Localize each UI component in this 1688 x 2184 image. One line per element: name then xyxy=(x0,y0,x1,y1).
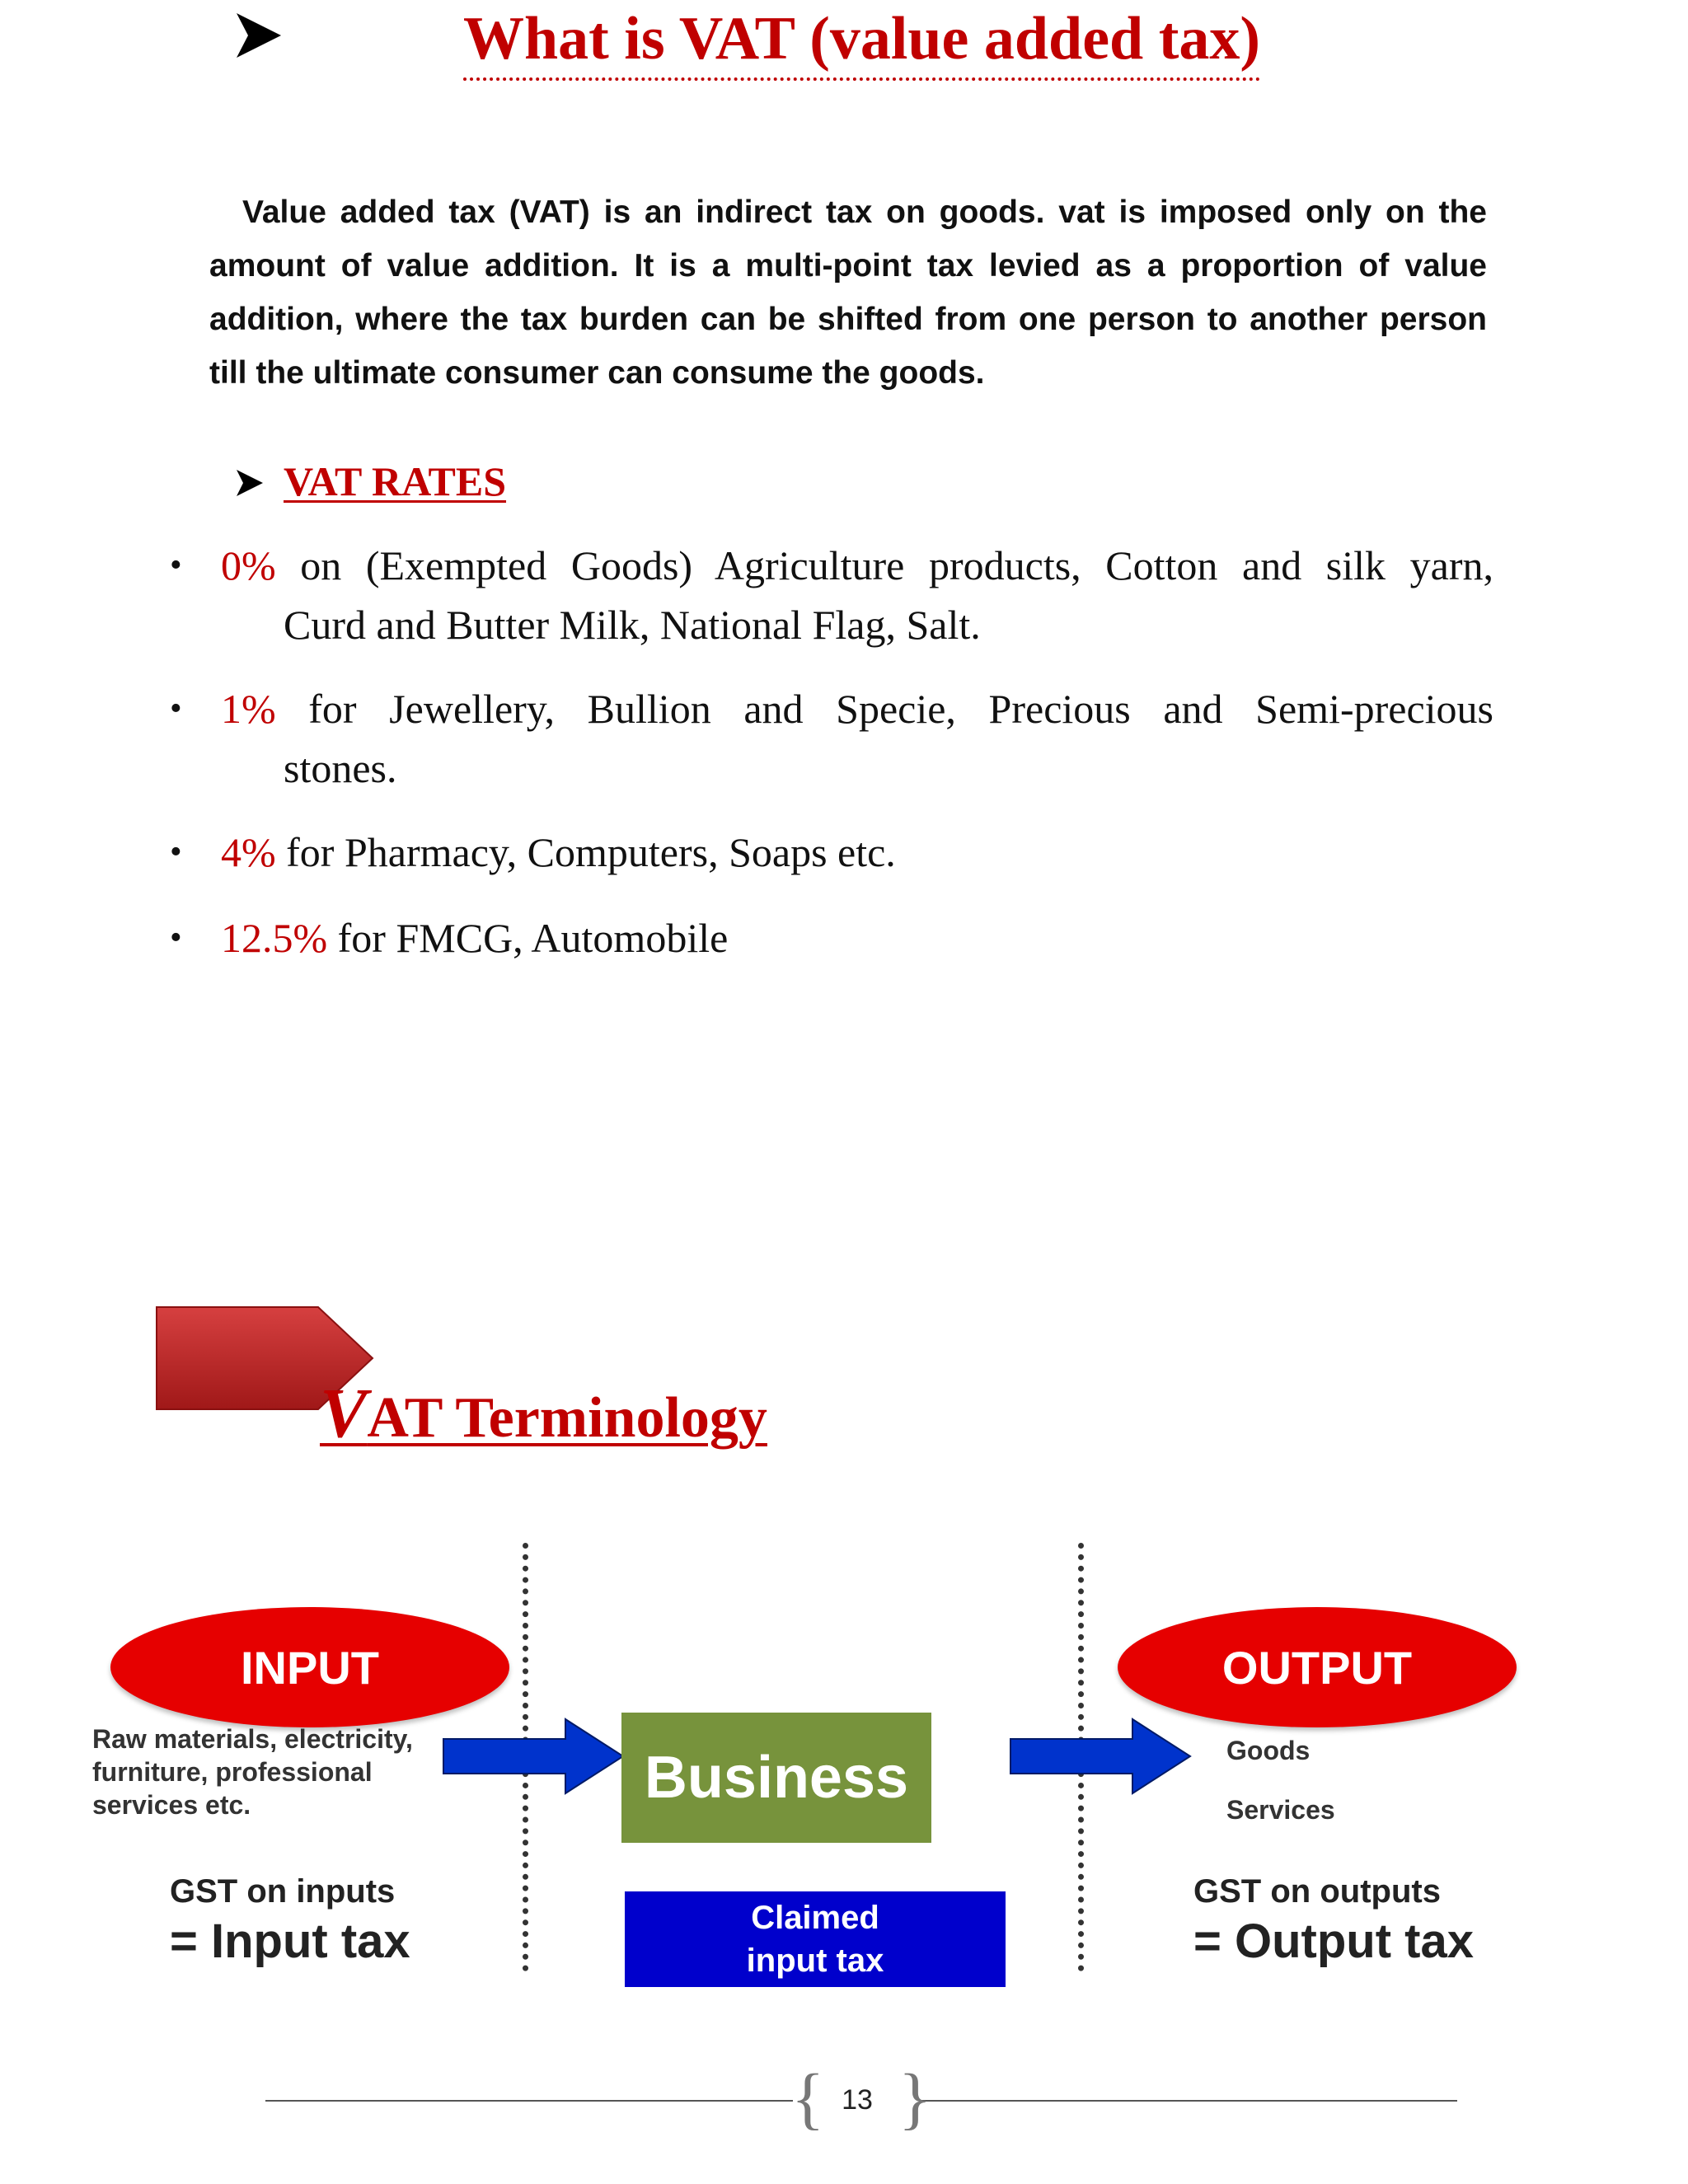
output-flow-arrow-icon xyxy=(1009,1718,1192,1795)
rate-line xyxy=(221,823,1493,882)
input-desc-line: furniture, professional xyxy=(92,1757,373,1787)
gst-on-outputs-label: GST on outputs xyxy=(1193,1873,1441,1910)
gst-on-inputs-label: GST on inputs xyxy=(170,1873,396,1910)
claimed-input-tax-box xyxy=(625,1891,1006,1987)
rate-description: for Pharmacy, Computers, Soaps etc. xyxy=(275,829,896,875)
rate-line xyxy=(221,536,1493,595)
rate-percent: 4% xyxy=(221,829,276,875)
rates-bullet-arrow-icon xyxy=(235,468,265,498)
footer-rule-right xyxy=(921,2100,1457,2102)
output-services-label: Services xyxy=(1226,1795,1335,1825)
rate-description: for FMCG, Automobile xyxy=(327,915,729,961)
input-flow-arrow-icon xyxy=(442,1718,625,1795)
input-ellipse: INPUT xyxy=(110,1607,509,1727)
footer-rule-left xyxy=(265,2100,793,2102)
output-tax-label: = Output tax xyxy=(1193,1915,1474,1968)
business-box: Business xyxy=(621,1713,931,1843)
vat-flow-diagram xyxy=(82,1525,1558,2011)
bullet-icon: • xyxy=(170,690,182,728)
bullet-icon: • xyxy=(170,919,182,957)
intro-paragraph: Value added tax (VAT) is an indirect tax on goods. vat is imposed only on the amount of value addition. It is a multi-point tax levied as a proportion of value addition, where the tax burden can be shifted from one person to another person till the ultimate consumer can consume the goods. xyxy=(209,194,1487,391)
input-description xyxy=(92,1722,413,1821)
input-desc-line: Raw materials, electricity, xyxy=(92,1724,413,1754)
bullet-icon: • xyxy=(170,833,182,871)
heading-rest: AT Terminology xyxy=(367,1386,767,1450)
rate-percent: 1% xyxy=(221,686,276,732)
left-brace-icon: { xyxy=(791,2060,825,2137)
rate-description: on (Exempted Goods) Agriculture products, Cotton and silk yarn, xyxy=(275,542,1493,588)
title-bullet-arrow-icon xyxy=(233,10,284,61)
output-goods-label: Goods xyxy=(1226,1736,1311,1765)
rate-percent: 0% xyxy=(221,542,276,588)
claimed-line: Claimed xyxy=(751,1900,879,1936)
rate-description: for Jewellery, Bullion and Specie, Precious and Semi-precious xyxy=(275,686,1493,732)
bullet-icon: • xyxy=(170,546,182,584)
input-tax-label: = Input tax xyxy=(170,1915,410,1968)
rate-line xyxy=(221,908,1493,968)
rate-line-continued: stones. xyxy=(284,745,397,791)
right-brace-icon: } xyxy=(898,2060,932,2137)
rate-line xyxy=(221,679,1493,738)
rate-percent: 12.5% xyxy=(221,915,328,961)
rate-line-continued: Curd and Butter Milk, National Flag, Salt. xyxy=(284,602,981,648)
vat-rates-heading: VAT RATES xyxy=(284,458,507,504)
claimed-line: input tax xyxy=(746,1943,884,1979)
page-title: What is VAT (value added tax) xyxy=(463,2,1260,81)
input-desc-line: services etc. xyxy=(92,1790,251,1820)
output-ellipse: OUTPUT xyxy=(1118,1607,1517,1727)
vat-terminology-heading xyxy=(320,1373,767,1453)
page-number: 13 xyxy=(842,2084,873,2116)
heading-initial: V xyxy=(320,1373,368,1452)
